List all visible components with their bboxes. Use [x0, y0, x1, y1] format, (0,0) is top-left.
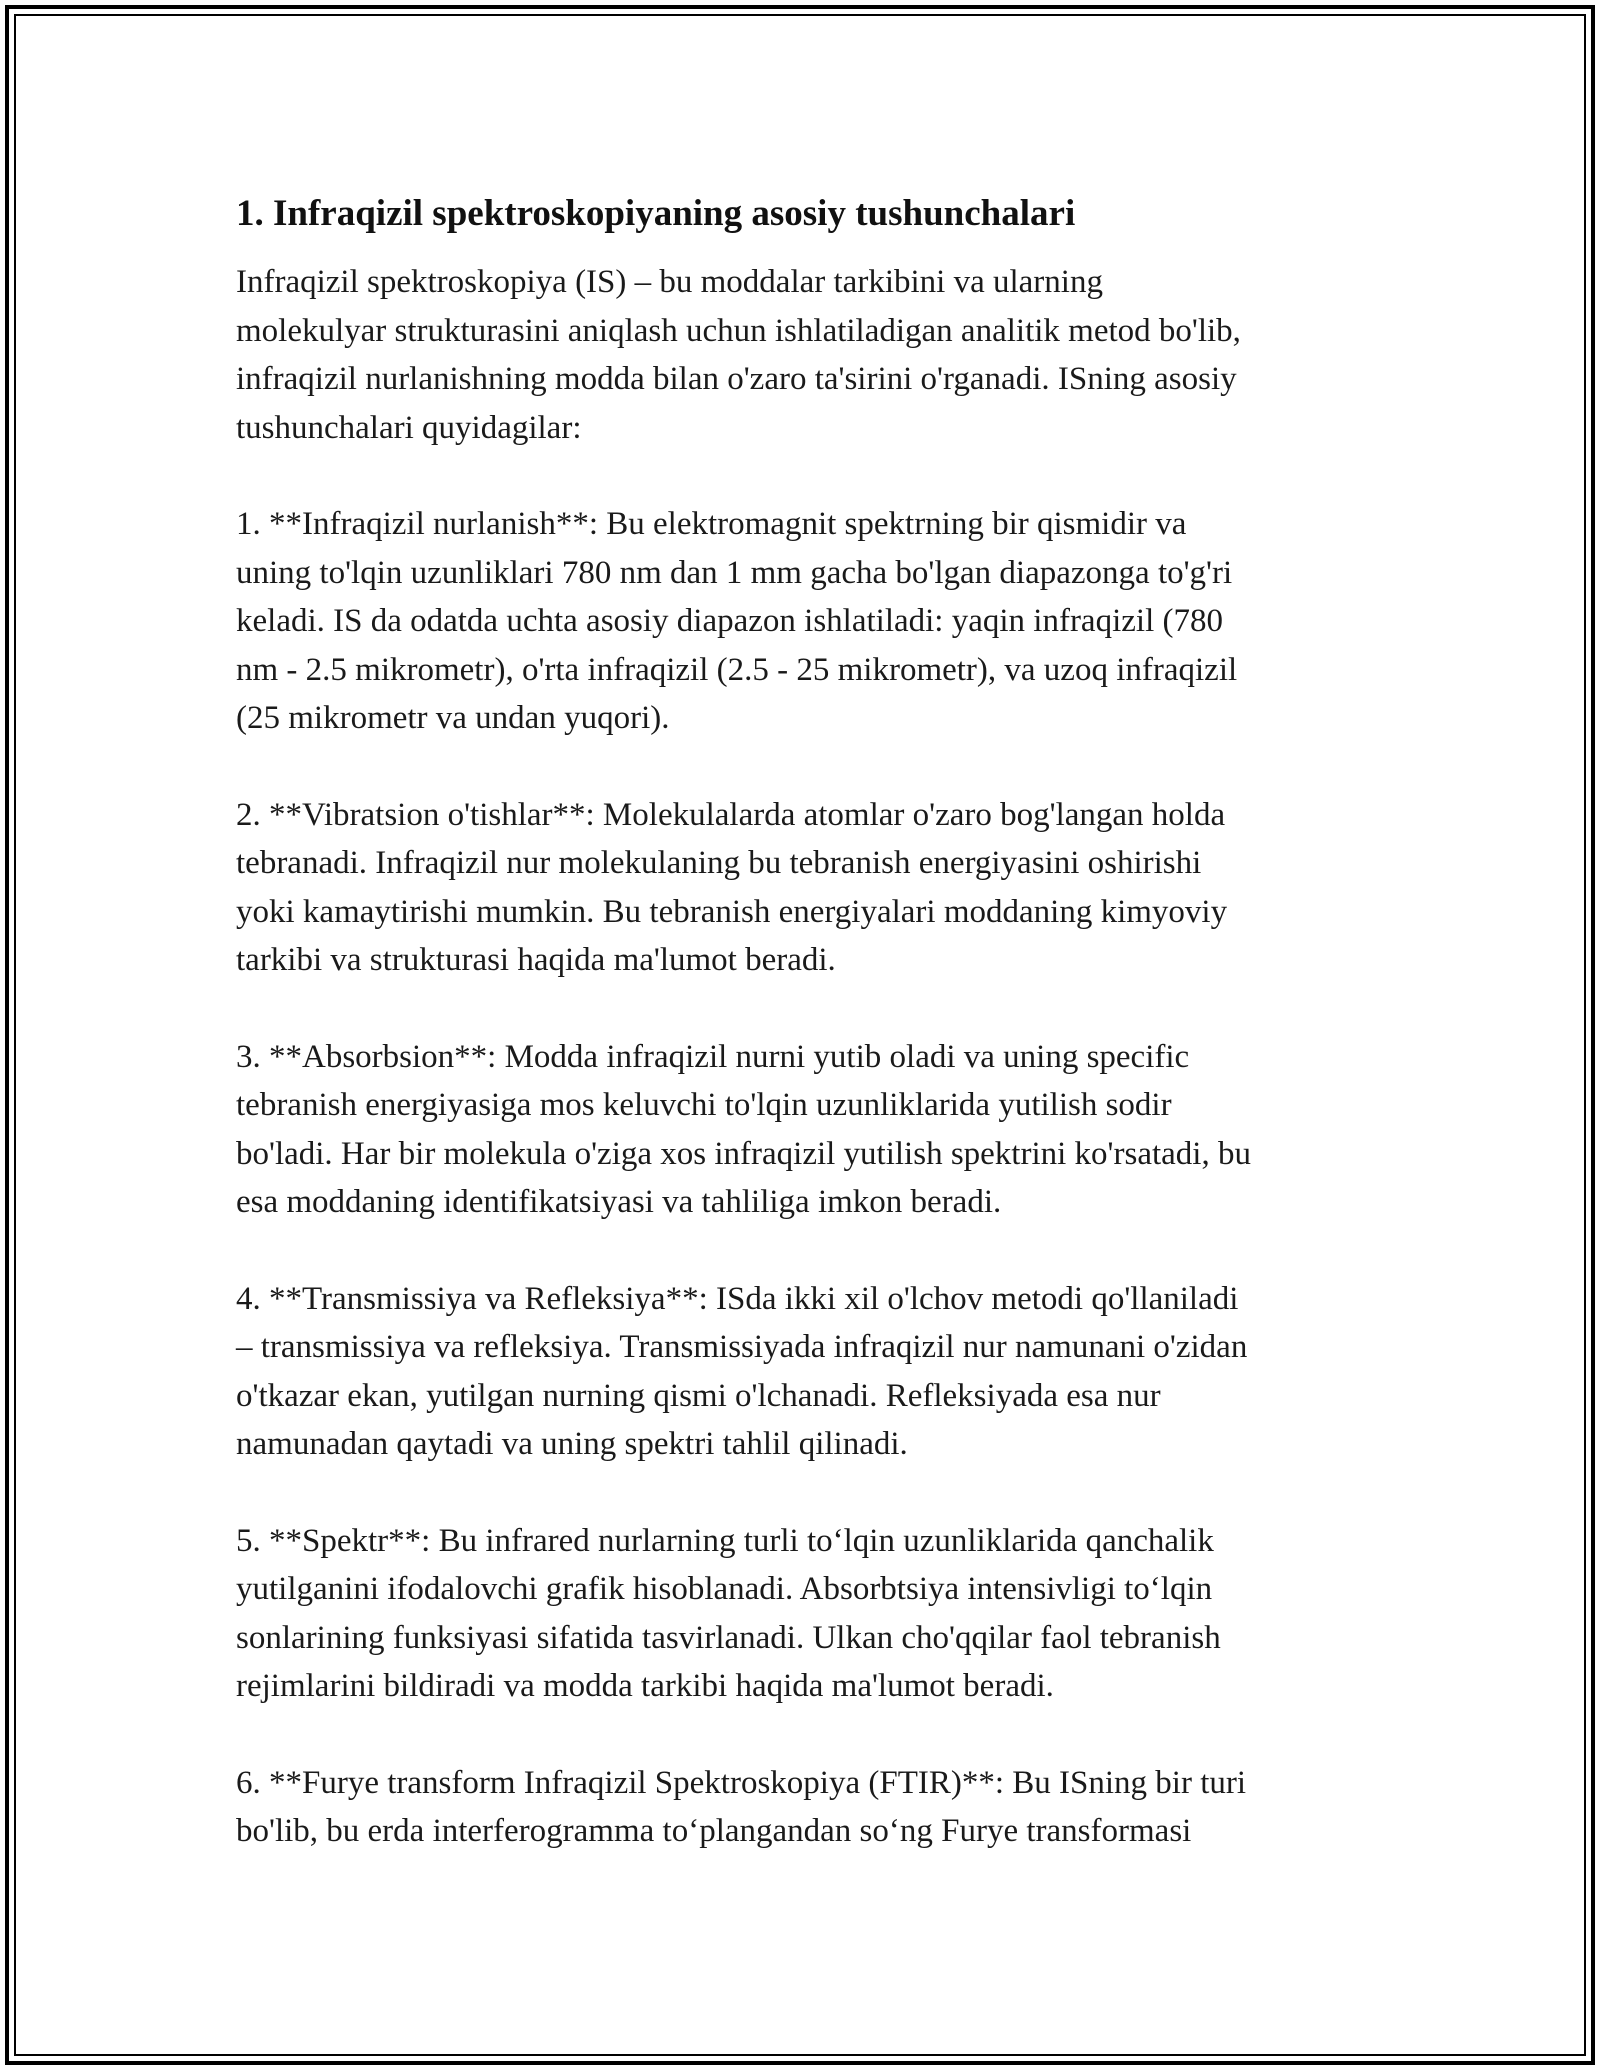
list-item: 1. **Infraqizil nurlanish**: Bu elektromagnit spektrning bir qismidir va uning to'lqin uzunliklari 780 nm dan 1 mm gacha bo'lgan diapazonga to'g'ri keladi. IS da odatda uchta asosiy diapazon ishlatiladi: yaqin infraqizil (780 nm - 2.5 mikrometr), o'rta infraqizil (2.5 - 25 mikrometr), va uzoq infraqizil (25 mikrometr va undan yuqori).	[236, 506, 1238, 736]
list-item: 6. **Furye transform Infraqizil Spektroskopiya (FTIR)**: Bu ISning bir turi bo'lib, bu erda interferogramma to‘plangandan so‘ng Furye transformasi	[236, 1764, 1247, 1849]
document-body	[236, 186, 1366, 1856]
list-item: 5. **Spektr**: Bu infrared nurlarning turli to‘lqin uzunliklarida qanchalik yutilganini ifodalovchi grafik hisoblanadi. Absorbtsiya intensivligi to‘lqin sonlarining funksiyasi sifatida tasvirlanadi. Ulkan cho'qqilar faol tebranish rejimlarini bildiradi va modda tarkibi haqida ma'lumot beradi.	[236, 1522, 1221, 1704]
list-item: 2. **Vibratsion o'tishlar**: Molekulalarda atomlar o'zaro bog'langan holda tebranadi. Infraqizil nur molekulaning bu tebranish energiyasini oshirishi yoki kamaytirishi mumkin. Bu tebranish energiyalari moddaning kimyoviy tarkibi va strukturasi haqida ma'lumot beradi.	[236, 796, 1228, 978]
list-item: 4. **Transmissiya va Refleksiya**: ISda ikki xil o'lchov metodi qo'llaniladi – transmissiya va refleksiya. Transmissiyada infraqizil nur namunani o'zidan o'tkazar ekan, yutilgan nurning qismi o'lchanadi. Refleksiyada esa nur namunadan qaytadi va uning spektri tahlil qilinadi.	[236, 1280, 1248, 1462]
intro-paragraph: Infraqizil spektroskopiya (IS) – bu moddalar tarkibini va ularning molekulyar strukturasini aniqlash uchun ishlatiladigan analitik metod bo'lib, infraqizil nurlanishning modda bilan o'zaro ta'sirini o'rganadi. ISning asosiy tushunchalari quyidagilar:	[236, 264, 1241, 446]
list-item: 3. **Absorbsion**: Modda infraqizil nurni yutib oladi va uning specific tebranish energiyasiga mos keluvchi to'lqin uzunliklarida yutilish sodir bo'ladi. Har bir molekula o'ziga xos infraqizil yutilish spektrini ko'rsatadi, bu esa moddaning identifikatsiyasi va tahliliga imkon beradi.	[236, 1038, 1251, 1220]
section-title: 1. Infraqizil spektroskopiyaning asosiy tushunchalari	[236, 193, 1076, 234]
